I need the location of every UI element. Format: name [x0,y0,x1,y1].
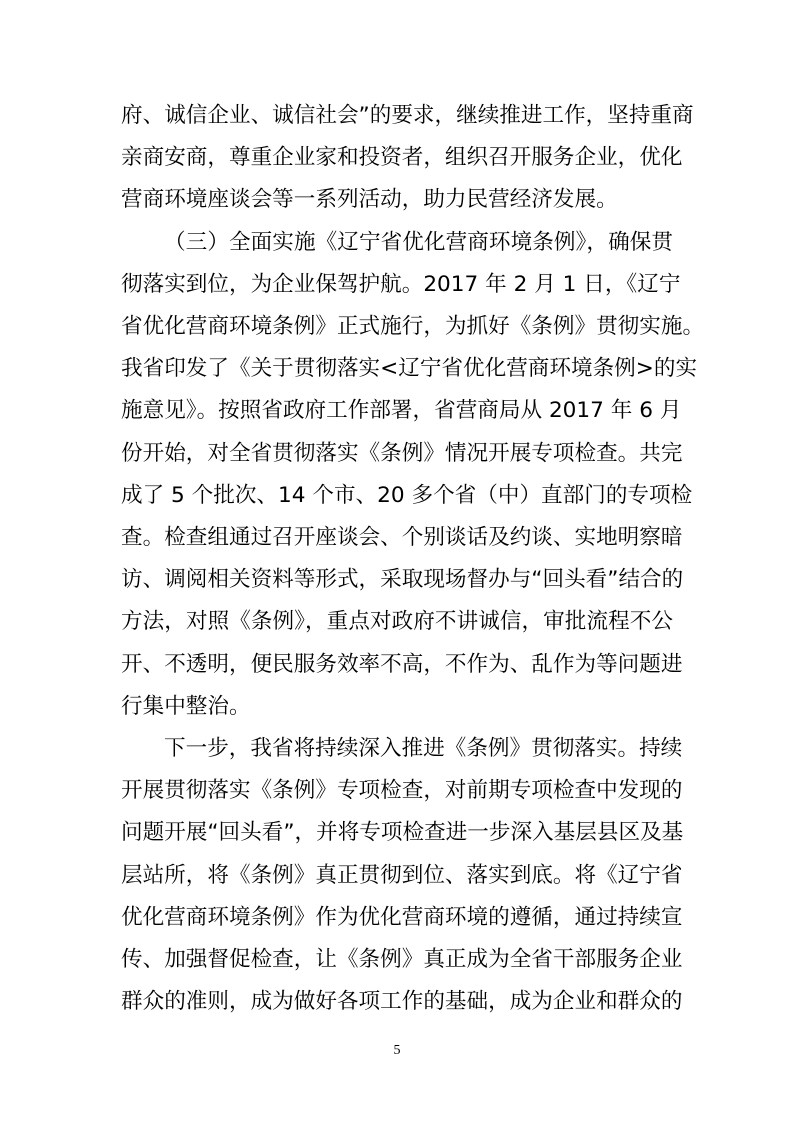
text-line: 传、加强督促检查，让《条例》真正成为全省干部服务企业 [121,947,683,972]
text-line: 优化营商环境条例》作为优化营商环境的遵循，通过持续宣 [121,904,683,930]
text-line: 开、不透明，便民服务效率不高，不作为、乱作为等问题进 [121,651,683,677]
page-number: 5 [393,1043,401,1058]
text-line: 成了 5 个批次、14 个市、20 多个省（中）直部门的专项检 [121,482,693,508]
section-heading-line: （三）全面实施《辽宁省优化营商环境条例》，确保贯 [164,229,673,255]
text-line: 问题开展“回头看”，并将专项检查进一步深入基层县区及基 [121,820,684,846]
text-line: 方法，对照《条例》，重点对政府不讲诚信，审批流程不公 [121,609,673,635]
text-line: 亲商安商，尊重企业家和投资者，组织召开服务企业，优化 [121,145,683,171]
text-line: 彻落实到位，为企业保驾护航。2017 年 2 月 1 日，《辽宁 [121,271,681,297]
text-line: 开展贯彻落实《条例》专项检查，对前期专项检查中发现的 [121,778,683,804]
text-line: 下一步，我省将持续深入推进《条例》贯彻落实。持续 [164,736,683,761]
text-line: 群众的准则，成为做好各项工作的基础，成为企业和群众的 [121,989,683,1015]
text-line: 省优化营商环境条例》正式施行，为抓好《条例》贯彻实施。 [121,314,705,339]
text-line: 我省印发了《关于贯彻落实<辽宁省优化营商环境条例>的实 [121,356,698,382]
text-line: 府、诚信企业、诚信社会”的要求，继续推进工作，坚持重商 [121,103,694,128]
text-line: 营商环境座谈会等一系列活动，助力民营经济发展。 [121,187,618,213]
text-line: 访、调阅相关资料等形式，采取现场督办与“回头看”结合的 [121,567,684,593]
text-line: 份开始，对全省贯彻落实《条例》情况开展专项检查。共完 [121,440,683,466]
text-line: 查。检查组通过召开座谈会、个别谈话及约谈、实地明察暗 [121,525,683,550]
text-line: 施意见》。按照省政府工作部署，省营商局从 2017 年 6 月 [121,398,682,424]
text-line: 行集中整治。 [121,693,251,719]
text-line: 层站所，将《条例》真正贯彻到位、落实到底。将《辽宁省 [121,862,683,888]
